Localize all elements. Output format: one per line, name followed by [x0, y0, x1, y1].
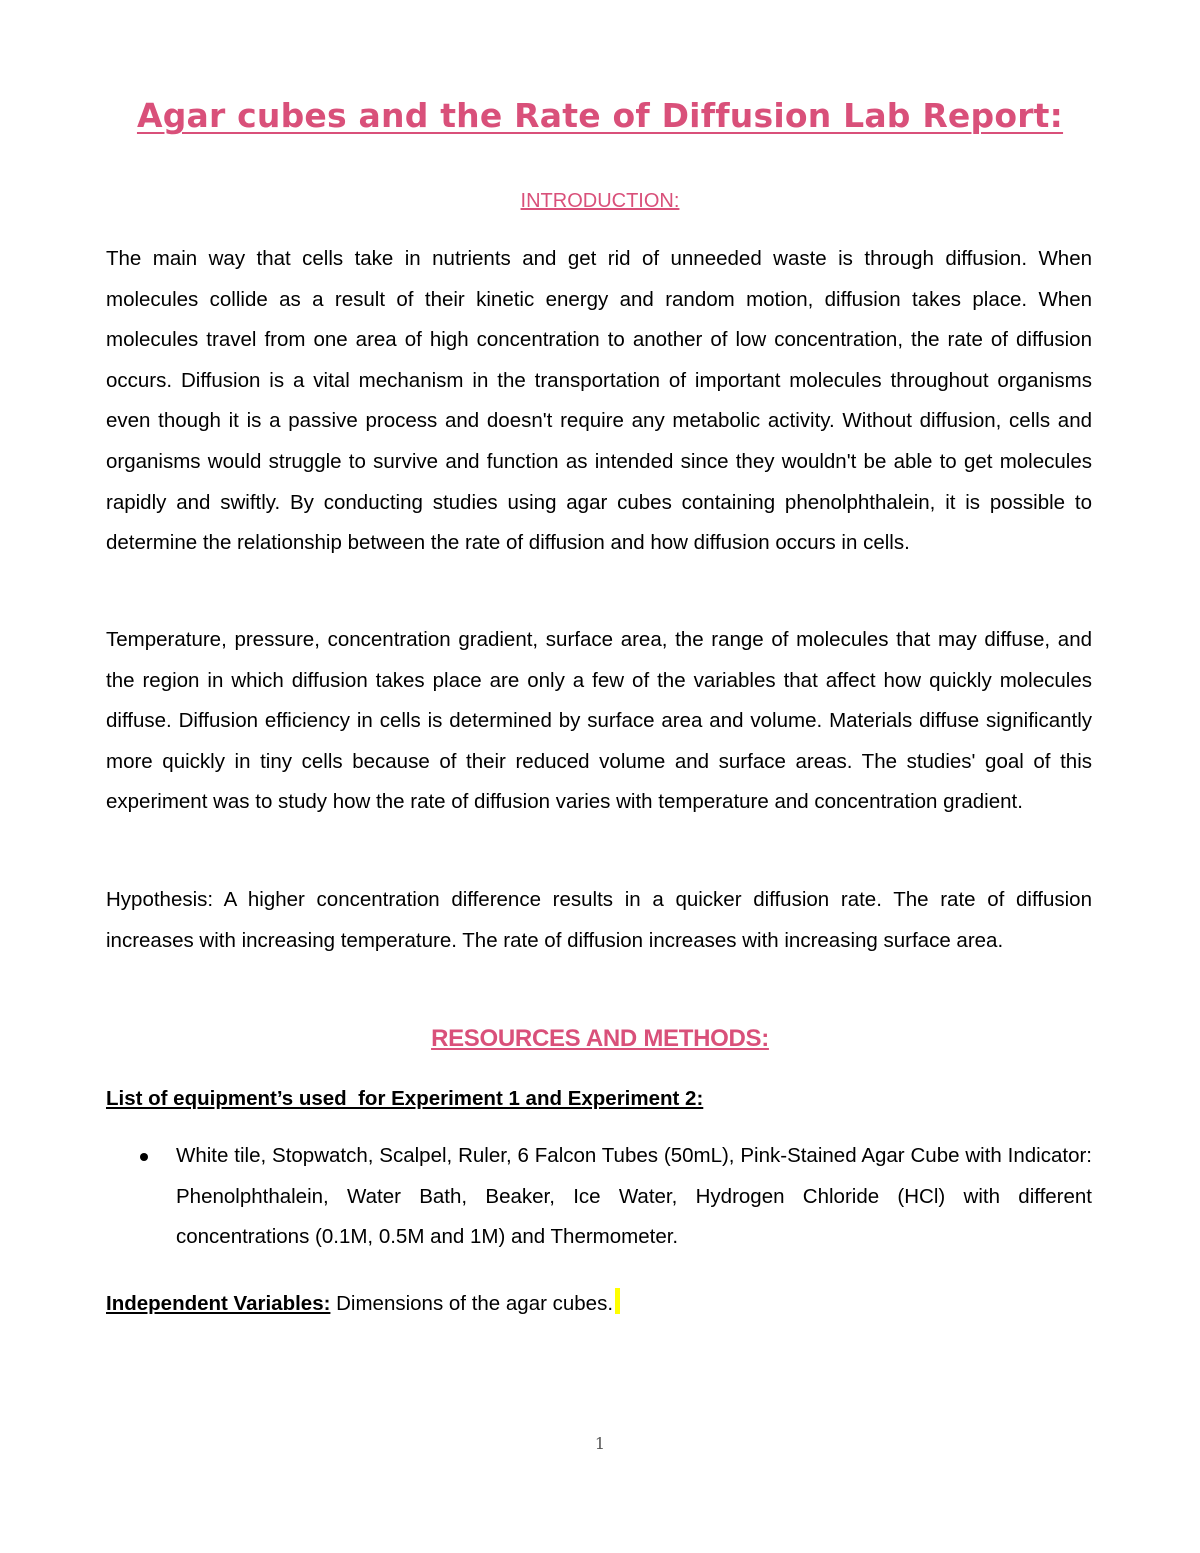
document-title: Agar cubes and the Rate of Diffusion Lab Report: — [136, 96, 1064, 135]
text-cursor-highlight[interactable] — [615, 1288, 620, 1314]
independent-variables-text: Dimensions of the agar cubes. — [330, 1292, 614, 1315]
hypothesis-paragraph: Hypothesis: A higher concentration difference results in a quicker diffusion rate. The rate of diffusion increases with increasing temperature. The rate of diffusion increases with increasing surface area. — [106, 888, 1092, 952]
independent-variables-line — [106, 1288, 620, 1316]
page-number: 1 — [594, 1434, 606, 1453]
equipment-list-heading: List of equipment’s used for Experiment 1 and Experiment 2: — [106, 1087, 704, 1110]
intro-paragraph-1: The main way that cells take in nutrients and get rid of unneeded waste is through diffusion. When molecules collide as a result of their kinetic energy and random motion, diffusion takes place. When molecules travel from one area of high concentration to another of low concentration, the rate of diffusion occurs. Diffusion is a vital mechanism in the transportation of important molecules throughout organisms even though it is a passive process and doesn't require any metabolic activity. Without diffusion, cells and organisms would struggle to survive and function as intended since they wouldn't be able to get molecules rapidly and swiftly. By conducting studies using agar cubes containing phenolphthalein, it is possible to determine the relationship between the rate of diffusion and how diffusion occurs in cells. — [106, 247, 1092, 555]
equipment-list-text: White tile, Stopwatch, Scalpel, Ruler, 6 Falcon Tubes (50mL), Pink-Stained Agar Cube with Indicator: Phenolphthalein, Water Bath, Beaker, Ice Water, Hydrogen Chloride (HCl) with different concentrations (0.1M, 0.5M and 1M) and Thermometer. — [176, 1144, 1092, 1249]
bullet-icon — [140, 1153, 148, 1161]
resources-methods-heading: RESOURCES AND METHODS: — [431, 1025, 769, 1052]
intro-paragraph-2: Temperature, pressure, concentration gradient, surface area, the range of molecules that may diffuse, and the region in which diffusion takes place are only a few of the variables that affect how quickly molecules diffuse. Diffusion efficiency in cells is determined by surface area and volume. Materials diffuse significantly more quickly in tiny cells because of their reduced volume and surface areas. The studies' goal of this experiment was to study how the rate of diffusion varies with temperature and concentration gradient. — [106, 628, 1092, 814]
introduction-heading: INTRODUCTION: — [520, 190, 680, 212]
independent-variables-label: Independent Variables: — [106, 1292, 331, 1315]
